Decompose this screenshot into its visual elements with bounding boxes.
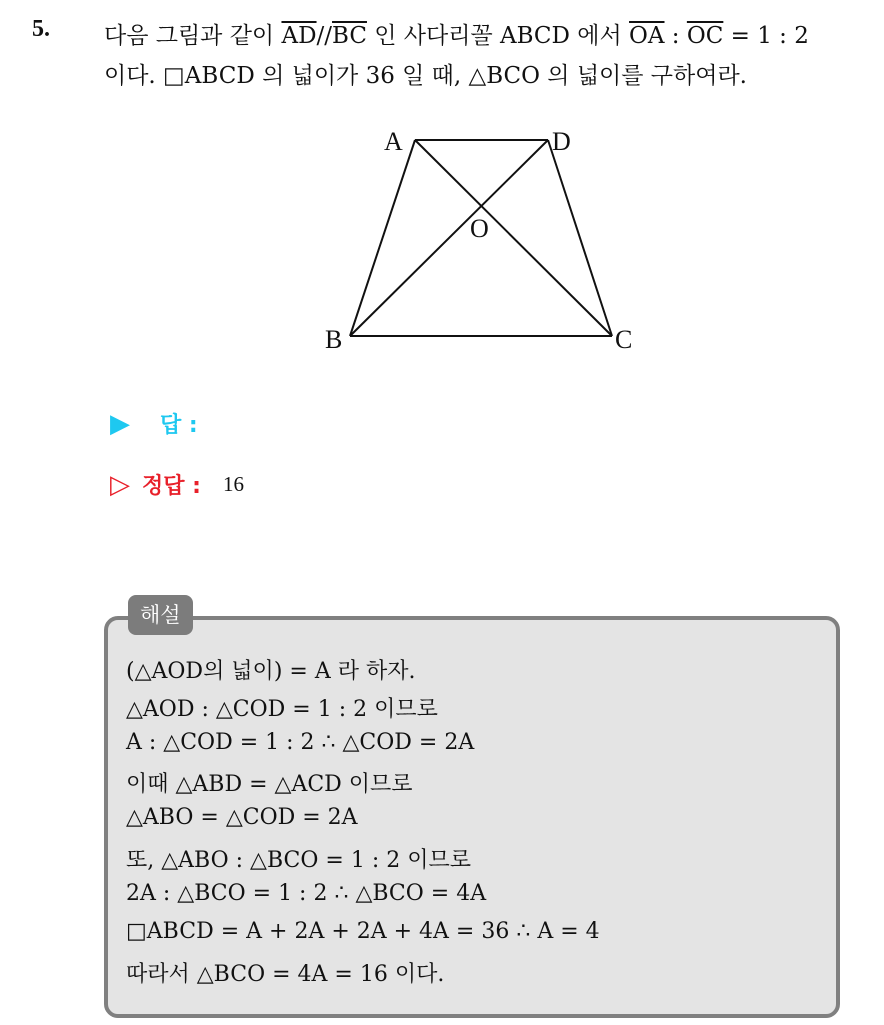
segment-ad: $\overline{AD}$ <box>281 23 317 49</box>
question-text: 다음 그림과 같이 <box>104 23 282 49</box>
question-line-2: 이다. □ABCD 의 넓이가 36 일 때, △BCO 의 넓이를 구하여라. <box>104 63 747 89</box>
label-d: D <box>552 127 571 156</box>
question-text: = 1 : 2 <box>723 23 809 49</box>
diagonal-ac <box>415 140 612 336</box>
label-b: B <box>325 325 343 354</box>
solution-line: △ABO = △COD = 2A <box>126 805 358 830</box>
question-text: 인 사다리꼴 ABCD 에서 <box>366 23 630 49</box>
solution-line: △AOD : △COD = 1 : 2 이므로 <box>126 697 438 722</box>
answer-input-row <box>110 408 198 439</box>
parallel-symbol: // <box>316 23 333 49</box>
label-c: C <box>615 325 633 354</box>
diagonal-bd <box>350 140 548 336</box>
answer-label: 답 : <box>160 413 198 438</box>
solution-line: 2A : △BCO = 1 : 2 ∴ △BCO = 4A <box>126 881 487 906</box>
correct-answer-value: 16 <box>222 472 244 496</box>
segment-bc: $\overline{BC}$ <box>332 23 367 49</box>
label-o: O <box>470 214 489 243</box>
solution-line: A : △COD = 1 : 2 ∴ △COD = 2A <box>126 730 475 755</box>
correct-answer-label: 정답 : <box>142 474 201 499</box>
solution-line: 또, △ABO : △BCO = 1 : 2 이므로 <box>126 848 471 873</box>
question-line-1 <box>104 17 809 50</box>
correct-answer-row <box>110 469 244 500</box>
solution-line: (△AOD의 넓이) = A 라 하자. <box>126 659 416 684</box>
edge-cd <box>548 140 612 336</box>
outline-arrow-icon: ▷ <box>110 469 130 500</box>
solution-line: 따라서 △BCO = 4A = 16 이다. <box>126 962 445 987</box>
trapezoid-figure <box>320 120 650 360</box>
play-arrow-icon: ▶ <box>110 408 130 439</box>
solution-line: 이때 △ABD = △ACD 이므로 <box>126 772 413 797</box>
segment-oa: $\overline{OA}$ <box>629 23 665 49</box>
ratio-colon: : <box>664 23 687 49</box>
segment-oc: $\overline{OC}$ <box>686 23 724 49</box>
edge-ab <box>350 140 415 336</box>
solution-line: □ABCD = A + 2A + 2A + 4A = 36 ∴ A = 4 <box>126 919 600 944</box>
question-number: 5. <box>32 16 50 42</box>
solution-tab: 해설 <box>128 595 193 635</box>
label-a: A <box>384 127 403 156</box>
